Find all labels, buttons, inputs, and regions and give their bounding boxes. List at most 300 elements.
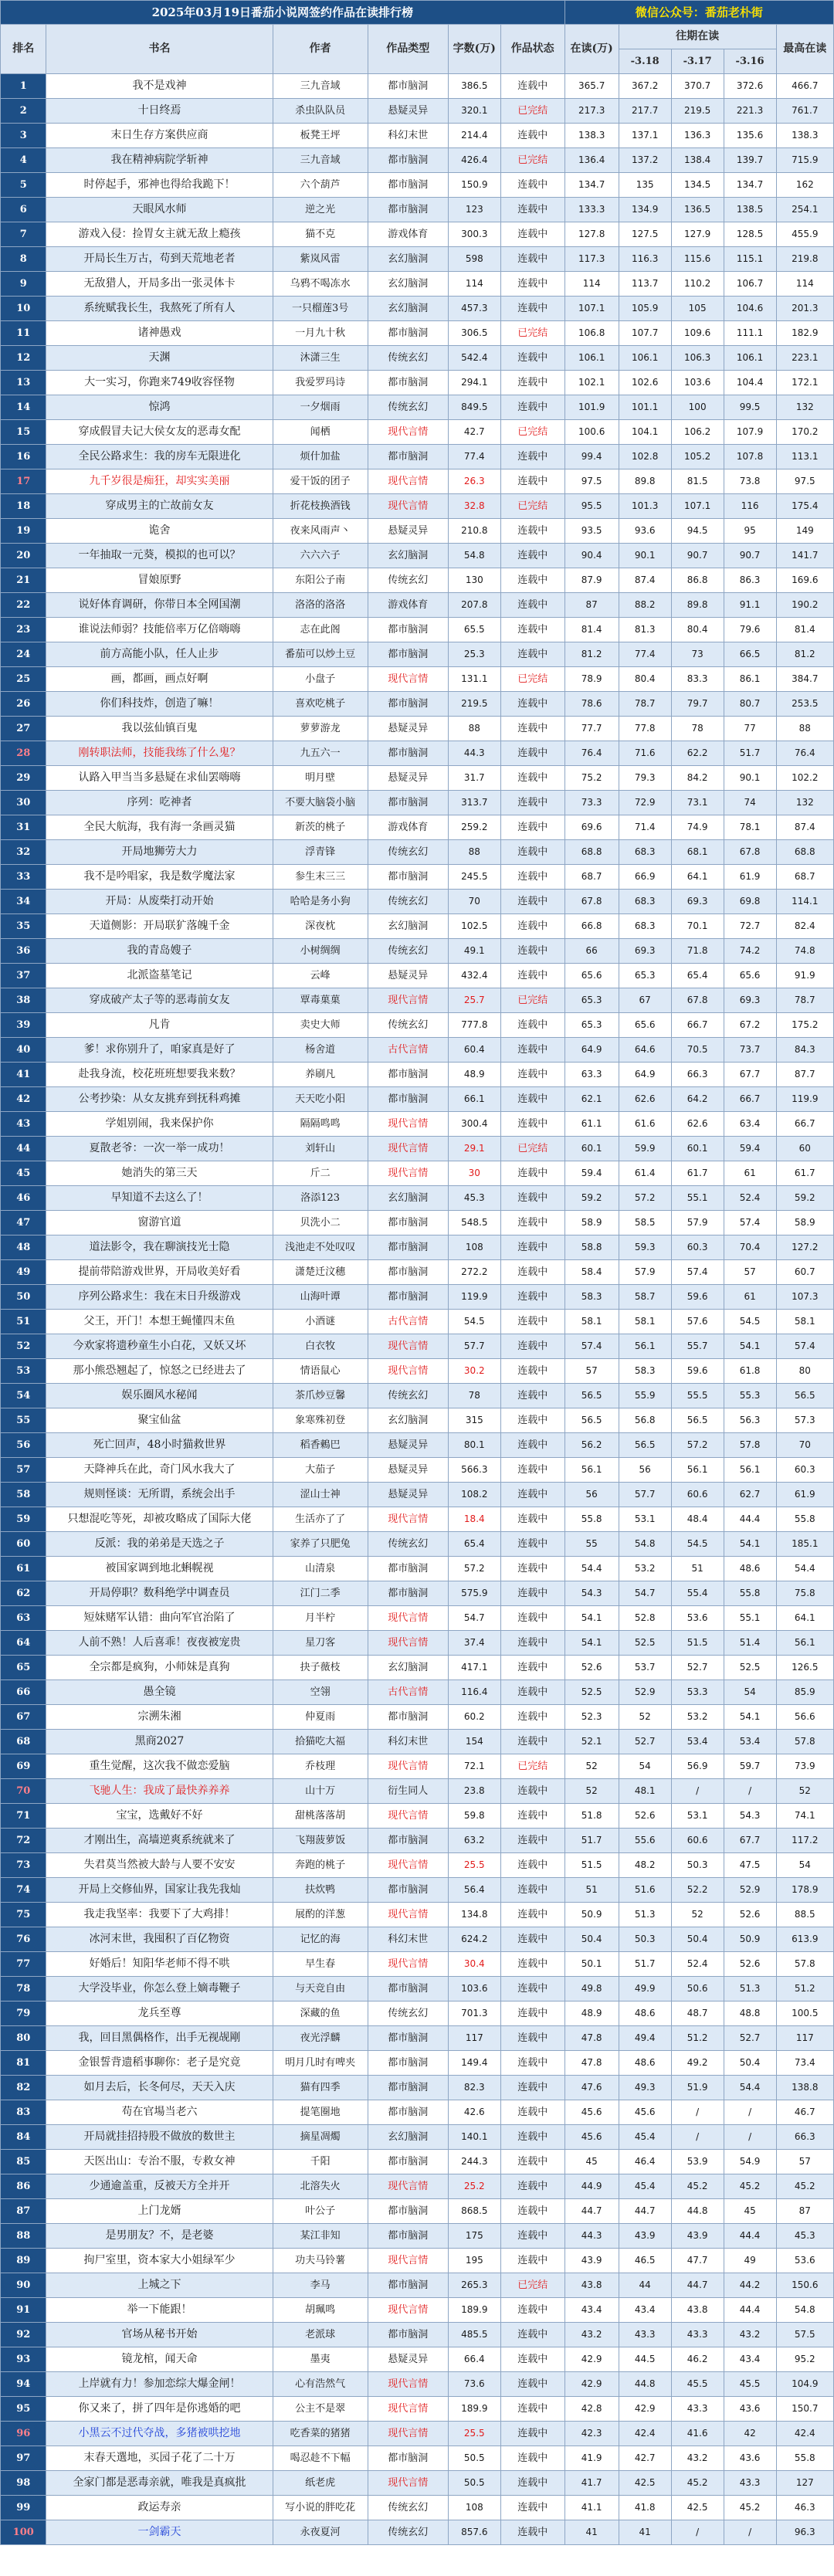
reads-316: 54.9 (724, 2150, 776, 2174)
word-count: 50.5 (448, 2471, 500, 2496)
reads-318: 58.3 (619, 1359, 671, 1384)
reads-316: 42 (724, 2422, 776, 2446)
reads-now: 58.4 (564, 1260, 619, 1285)
reads-318: 137.2 (619, 148, 671, 173)
reads-317: 78 (671, 717, 724, 741)
rank-cell: 37 (1, 964, 46, 988)
book-status: 连载中 (500, 2150, 564, 2174)
author-name: 喝忍趁不下幅 (273, 2446, 368, 2471)
reads-318: 77.4 (619, 642, 671, 667)
word-count: 150.9 (448, 173, 500, 198)
book-title: 天渊 (46, 346, 273, 371)
reads-now: 47.8 (564, 2051, 619, 2076)
reads-now: 77.7 (564, 717, 619, 741)
book-title: 游戏入侵：捡胃女主就无敌上瘾孩 (46, 222, 273, 247)
reads-max: 162 (776, 173, 833, 198)
book-type: 现代言情 (368, 1112, 448, 1137)
reads-318: 67 (619, 988, 671, 1013)
reads-max: 87.4 (776, 815, 833, 840)
reads-318: 78.7 (619, 692, 671, 717)
reads-now: 66.8 (564, 914, 619, 939)
wechat-info (564, 1, 833, 25)
rank-cell: 87 (1, 2199, 46, 2224)
book-status: 连载中 (500, 1013, 564, 1038)
reads-317: 50.4 (671, 1927, 724, 1952)
rank-cell: 28 (1, 741, 46, 766)
reads-317: 44.7 (671, 2273, 724, 2298)
reads-317: 105.2 (671, 445, 724, 469)
reads-max: 138.8 (776, 2076, 833, 2100)
book-title: 规则怪谈：无所谓，系统会出手 (46, 1483, 273, 1507)
book-status: 连载中 (500, 1260, 564, 1285)
reads-max: 88.5 (776, 1903, 833, 1927)
rank-cell: 1 (1, 74, 46, 99)
rank-cell: 6 (1, 198, 46, 222)
book-type: 现代言情 (368, 2471, 448, 2496)
book-type: 都市脑洞 (368, 148, 448, 173)
reads-max: 466.7 (776, 74, 833, 99)
reads-now: 44.9 (564, 2174, 619, 2199)
book-type: 传统玄幻 (368, 1384, 448, 1408)
reads-316: 55.1 (724, 1606, 776, 1631)
author-name: 六六六子 (273, 544, 368, 568)
book-status: 已完结 (500, 99, 564, 124)
book-title: 黑商2027 (46, 1730, 273, 1754)
reads-317: 57.6 (671, 1310, 724, 1334)
rank-cell: 72 (1, 1829, 46, 1853)
book-status: 连载中 (500, 939, 564, 964)
reads-316: 56.3 (724, 1408, 776, 1433)
book-status: 连载中 (500, 1779, 564, 1804)
reads-now: 43.9 (564, 2249, 619, 2273)
rank-cell: 71 (1, 1804, 46, 1829)
reads-317: 53.6 (671, 1606, 724, 1631)
table-row (1, 2051, 834, 2076)
reads-317: 45.2 (671, 2174, 724, 2199)
table-row (1, 667, 834, 692)
reads-now: 101.9 (564, 395, 619, 420)
book-title: 穿成破产太子等的恶毒前女友 (46, 988, 273, 1013)
word-count: 175 (448, 2224, 500, 2249)
author-name: 某江非知 (273, 2224, 368, 2249)
reads-max: 73.4 (776, 2051, 833, 2076)
book-type: 都市脑洞 (368, 618, 448, 642)
book-type: 悬疑灵异 (368, 99, 448, 124)
word-count: 30 (448, 1161, 500, 1186)
reads-max: 114 (776, 272, 833, 297)
reads-317: 48.7 (671, 2001, 724, 2026)
table-row (1, 1680, 834, 1705)
reads-now: 134.7 (564, 173, 619, 198)
table-row (1, 1211, 834, 1235)
rank-cell: 66 (1, 1680, 46, 1705)
word-count: 245.5 (448, 865, 500, 890)
reads-317: 44.8 (671, 2199, 724, 2224)
word-count: 598 (448, 247, 500, 272)
table-body (1, 74, 834, 2545)
author-name: 紫岚风雷 (273, 247, 368, 272)
rank-cell: 82 (1, 2076, 46, 2100)
reads-318: 105.9 (619, 297, 671, 321)
reads-316: 52.5 (724, 1656, 776, 1680)
reads-now: 107.1 (564, 297, 619, 321)
reads-max: 73.9 (776, 1754, 833, 1779)
book-status: 连载中 (500, 766, 564, 791)
reads-316: 73.7 (724, 1038, 776, 1063)
rank-cell: 24 (1, 642, 46, 667)
reads-317: 41.6 (671, 2422, 724, 2446)
book-type: 悬疑灵异 (368, 1433, 448, 1458)
word-count: 25.3 (448, 642, 500, 667)
reads-max: 132 (776, 791, 833, 815)
book-status: 连载中 (500, 2174, 564, 2199)
reads-317: 51 (671, 1557, 724, 1581)
author-name: 浅池走不处叹叹 (273, 1235, 368, 1260)
reads-316: 61 (724, 1161, 776, 1186)
book-status: 连载中 (500, 1235, 564, 1260)
reads-317: 83.3 (671, 667, 724, 692)
reads-318: 71.6 (619, 741, 671, 766)
book-type: 都市脑洞 (368, 1211, 448, 1235)
book-type: 科幻末世 (368, 1730, 448, 1754)
author-name: 飞翔菠萝饭 (273, 1829, 368, 1853)
book-title: 开局：从废柴打动开始 (46, 890, 273, 914)
book-type: 悬疑灵异 (368, 1483, 448, 1507)
book-status: 连载中 (500, 247, 564, 272)
reads-316: 45.5 (724, 2372, 776, 2397)
book-title: 我走我坚率：我要下了大鸡排！ (46, 1903, 273, 1927)
book-status: 连载中 (500, 1433, 564, 1458)
author-name: 乌鸦不喝冻水 (273, 272, 368, 297)
author-name: 仲夏雨 (273, 1705, 368, 1730)
reads-318: 43.9 (619, 2224, 671, 2249)
author-name: 刘轩山 (273, 1137, 368, 1161)
word-count: 30.4 (448, 1952, 500, 1977)
book-status: 连载中 (500, 1359, 564, 1384)
reads-now: 136.4 (564, 148, 619, 173)
reads-316: 56.1 (724, 1458, 776, 1483)
reads-318: 135 (619, 173, 671, 198)
book-title: 父王，开门！本想王蝇懂四末鱼 (46, 1310, 273, 1334)
reads-318: 134.9 (619, 198, 671, 222)
word-count: 123 (448, 198, 500, 222)
reads-now: 90.4 (564, 544, 619, 568)
reads-max: 91.9 (776, 964, 833, 988)
rank-cell: 10 (1, 297, 46, 321)
book-status: 连载中 (500, 2249, 564, 2273)
reads-316: 51.7 (724, 741, 776, 766)
book-type: 悬疑灵异 (368, 717, 448, 741)
book-title: 娱乐圈风水秘闻 (46, 1384, 273, 1408)
word-count: 50.5 (448, 2446, 500, 2471)
rank-cell: 58 (1, 1483, 46, 1507)
reads-317: 51.9 (671, 2076, 724, 2100)
reads-317: / (671, 2125, 724, 2150)
author-name: 稻香鶇巴 (273, 1433, 368, 1458)
rank-cell: 27 (1, 717, 46, 741)
word-count: 18.4 (448, 1507, 500, 1532)
reads-now: 51.8 (564, 1804, 619, 1829)
word-count: 108 (448, 2496, 500, 2520)
reads-316: 138.5 (724, 198, 776, 222)
word-count: 56.4 (448, 1878, 500, 1903)
book-type: 现代言情 (368, 2298, 448, 2323)
reads-316: 78.1 (724, 815, 776, 840)
word-count: 82.3 (448, 2076, 500, 2100)
word-count: 54.7 (448, 1606, 500, 1631)
word-count: 140.1 (448, 2125, 500, 2150)
reads-now: 42.9 (564, 2372, 619, 2397)
book-title: 拘尸室里，资本家大小姐绿军少 (46, 2249, 273, 2273)
rank-cell: 31 (1, 815, 46, 840)
reads-318: 90.1 (619, 544, 671, 568)
book-title: 末春天選地，买园子花了二十万 (46, 2446, 273, 2471)
book-title: 宗溯朱湘 (46, 1705, 273, 1730)
reads-316: 74.2 (724, 939, 776, 964)
book-status: 连载中 (500, 1853, 564, 1878)
book-type: 都市脑洞 (368, 198, 448, 222)
reads-max: 57.8 (776, 1730, 833, 1754)
book-title: 冰河末世，我囤积了百亿物资 (46, 1927, 273, 1952)
table-row (1, 2471, 834, 2496)
book-type: 科幻末世 (368, 124, 448, 148)
reads-317: 42.5 (671, 2496, 724, 2520)
book-type: 现代言情 (368, 1507, 448, 1532)
reads-316: 61 (724, 1285, 776, 1310)
author-name: 养刷凡 (273, 1063, 368, 1087)
rank-cell: 18 (1, 494, 46, 519)
book-title: 序列公路求生：我在末日升级游戏 (46, 1285, 273, 1310)
rank-cell: 17 (1, 469, 46, 494)
author-name: 深夜枕 (273, 914, 368, 939)
reads-max: 75.8 (776, 1581, 833, 1606)
reads-now: 102.1 (564, 371, 619, 395)
rank-cell: 78 (1, 1977, 46, 2001)
book-status: 连载中 (500, 272, 564, 297)
book-type: 现代言情 (368, 1359, 448, 1384)
author-name: 爱干饭的团子 (273, 469, 368, 494)
reads-max: 455.9 (776, 222, 833, 247)
book-title: 诸神愚戏 (46, 321, 273, 346)
word-count: 548.5 (448, 1211, 500, 1235)
book-type: 悬疑灵异 (368, 2347, 448, 2372)
reads-max: 150.7 (776, 2397, 833, 2422)
reads-317: 60.1 (671, 1137, 724, 1161)
book-status: 连载中 (500, 1384, 564, 1408)
table-row (1, 988, 834, 1013)
reads-now: 54.3 (564, 1581, 619, 1606)
reads-max: 46.3 (776, 2496, 833, 2520)
reads-318: 48.6 (619, 2001, 671, 2026)
word-count: 130 (448, 568, 500, 593)
book-title: 穿成男主的亡故前女友 (46, 494, 273, 519)
reads-now: 43.8 (564, 2273, 619, 2298)
reads-max: 182.9 (776, 321, 833, 346)
book-title: 上城之下 (46, 2273, 273, 2298)
book-type: 现代言情 (368, 2174, 448, 2199)
book-type: 玄幻脑洞 (368, 544, 448, 568)
word-count: 108.2 (448, 1483, 500, 1507)
reads-318: 102.8 (619, 445, 671, 469)
reads-317: 57.4 (671, 1260, 724, 1285)
reads-316: 106.1 (724, 346, 776, 371)
author-name: 猫不克 (273, 222, 368, 247)
reads-316: 77 (724, 717, 776, 741)
book-status: 连载中 (500, 815, 564, 840)
author-name: 象寒殊初登 (273, 1408, 368, 1433)
reads-now: 48.9 (564, 2001, 619, 2026)
book-type: 现代言情 (368, 1606, 448, 1631)
book-title: 爹！求你别升了，咱家真是好了 (46, 1038, 273, 1063)
reads-max: 74.8 (776, 939, 833, 964)
reads-now: 51.5 (564, 1853, 619, 1878)
reads-318: 65.6 (619, 1013, 671, 1038)
book-status: 连载中 (500, 2100, 564, 2125)
reads-max: 46.7 (776, 2100, 833, 2125)
reads-316: 52.6 (724, 1903, 776, 1927)
book-title: 她消失的第三天 (46, 1161, 273, 1186)
reads-318: 42.4 (619, 2422, 671, 2446)
reads-318: 88.2 (619, 593, 671, 618)
rank-cell: 99 (1, 2496, 46, 2520)
book-title: 开局长生万古，苟到天荒地老者 (46, 247, 273, 272)
word-count: 189.9 (448, 2397, 500, 2422)
table-row (1, 1285, 834, 1310)
table-row (1, 692, 834, 717)
word-count: 119.9 (448, 1285, 500, 1310)
reads-318: 61.6 (619, 1112, 671, 1137)
word-count: 244.3 (448, 2150, 500, 2174)
book-title: 一剑霸天 (46, 2520, 273, 2545)
word-count: 386.5 (448, 74, 500, 99)
rank-cell: 51 (1, 1310, 46, 1334)
book-type: 都市脑洞 (368, 2026, 448, 2051)
reads-318: 44.5 (619, 2347, 671, 2372)
reads-316: 54.1 (724, 1334, 776, 1359)
word-count: 88 (448, 717, 500, 741)
book-title: 开局地狮劳大力 (46, 840, 273, 865)
reads-max: 57 (776, 2150, 833, 2174)
reads-316: 44.4 (724, 2224, 776, 2249)
book-status: 连载中 (500, 1063, 564, 1087)
reads-317: 52 (671, 1903, 724, 1927)
rank-cell: 56 (1, 1433, 46, 1458)
reads-now: 67.8 (564, 890, 619, 914)
reads-now: 65.6 (564, 964, 619, 988)
reads-316: 99.5 (724, 395, 776, 420)
author-name: 乔枝理 (273, 1754, 368, 1779)
reads-316: 59.7 (724, 1754, 776, 1779)
book-status: 已完结 (500, 2273, 564, 2298)
word-count: 265.3 (448, 2273, 500, 2298)
table-row (1, 1853, 834, 1878)
reads-316: 86.3 (724, 568, 776, 593)
reads-317: 80.4 (671, 618, 724, 642)
table-row (1, 2076, 834, 2100)
author-name: 云峰 (273, 964, 368, 988)
word-count: 566.3 (448, 1458, 500, 1483)
rank-cell: 33 (1, 865, 46, 890)
reads-317: 47.7 (671, 2249, 724, 2273)
table-row (1, 1112, 834, 1137)
author-name: 山海叶谭 (273, 1285, 368, 1310)
book-status: 连载中 (500, 1680, 564, 1705)
table-row (1, 1038, 834, 1063)
reads-318: 42.9 (619, 2397, 671, 2422)
rank-cell: 93 (1, 2347, 46, 2372)
book-type: 都市脑洞 (368, 2100, 448, 2125)
reads-max: 57.4 (776, 1334, 833, 1359)
word-count: 60.4 (448, 1038, 500, 1063)
word-count: 108 (448, 1235, 500, 1260)
reads-now: 106.1 (564, 346, 619, 371)
book-type: 都市脑洞 (368, 2273, 448, 2298)
reads-max: 219.8 (776, 247, 833, 272)
reads-318: 54.8 (619, 1532, 671, 1557)
book-title: 天医出山：专治不服，专救女神 (46, 2150, 273, 2174)
table-row (1, 297, 834, 321)
reads-max: 132 (776, 395, 833, 420)
reads-316: 62.7 (724, 1483, 776, 1507)
table-row (1, 2520, 834, 2545)
reads-317: / (671, 1779, 724, 1804)
reads-318: 51.6 (619, 1878, 671, 1903)
author-name: 星刀客 (273, 1631, 368, 1656)
book-type: 传统玄幻 (368, 939, 448, 964)
book-status: 连载中 (500, 1656, 564, 1680)
book-type: 古代言情 (368, 1038, 448, 1063)
reads-now: 43.2 (564, 2323, 619, 2347)
reads-316: 139.7 (724, 148, 776, 173)
word-count: 65.5 (448, 618, 500, 642)
reads-317: 86.8 (671, 568, 724, 593)
table-row (1, 494, 834, 519)
author-name: 记忆的海 (273, 1927, 368, 1952)
book-title: 刚转职法师，技能我练了什么鬼？ (46, 741, 273, 766)
book-status: 已完结 (500, 494, 564, 519)
reads-317: 43.3 (671, 2397, 724, 2422)
book-type: 玄幻脑洞 (368, 297, 448, 321)
reads-max: 102.2 (776, 766, 833, 791)
rank-cell: 50 (1, 1285, 46, 1310)
reads-318: 44.8 (619, 2372, 671, 2397)
table-row (1, 124, 834, 148)
book-title: 天道侧影：开局联犷落魄千金 (46, 914, 273, 939)
reads-318: 55.9 (619, 1384, 671, 1408)
book-type: 悬疑灵异 (368, 766, 448, 791)
table-row (1, 2397, 834, 2422)
reads-316: 54.3 (724, 1804, 776, 1829)
reads-max: 117 (776, 2026, 833, 2051)
book-type: 传统玄幻 (368, 568, 448, 593)
reads-316: 67.7 (724, 1829, 776, 1853)
word-count: 149.4 (448, 2051, 500, 2076)
reads-max: 127.2 (776, 1235, 833, 1260)
book-type: 都市脑洞 (368, 865, 448, 890)
page-title: 2025年03月19日番茄小说网签约作品在读排行榜 (1, 1, 565, 25)
reads-318: 56.1 (619, 1334, 671, 1359)
book-status: 连载中 (500, 544, 564, 568)
book-type: 都市脑洞 (368, 445, 448, 469)
book-status: 连载中 (500, 2471, 564, 2496)
book-title: 愚全镜 (46, 1680, 273, 1705)
reads-now: 54.1 (564, 1606, 619, 1631)
word-count: 44.3 (448, 741, 500, 766)
reads-318: 59.3 (619, 1235, 671, 1260)
reads-max: 149 (776, 519, 833, 544)
reads-316: 74 (724, 791, 776, 815)
book-status: 连载中 (500, 1581, 564, 1606)
